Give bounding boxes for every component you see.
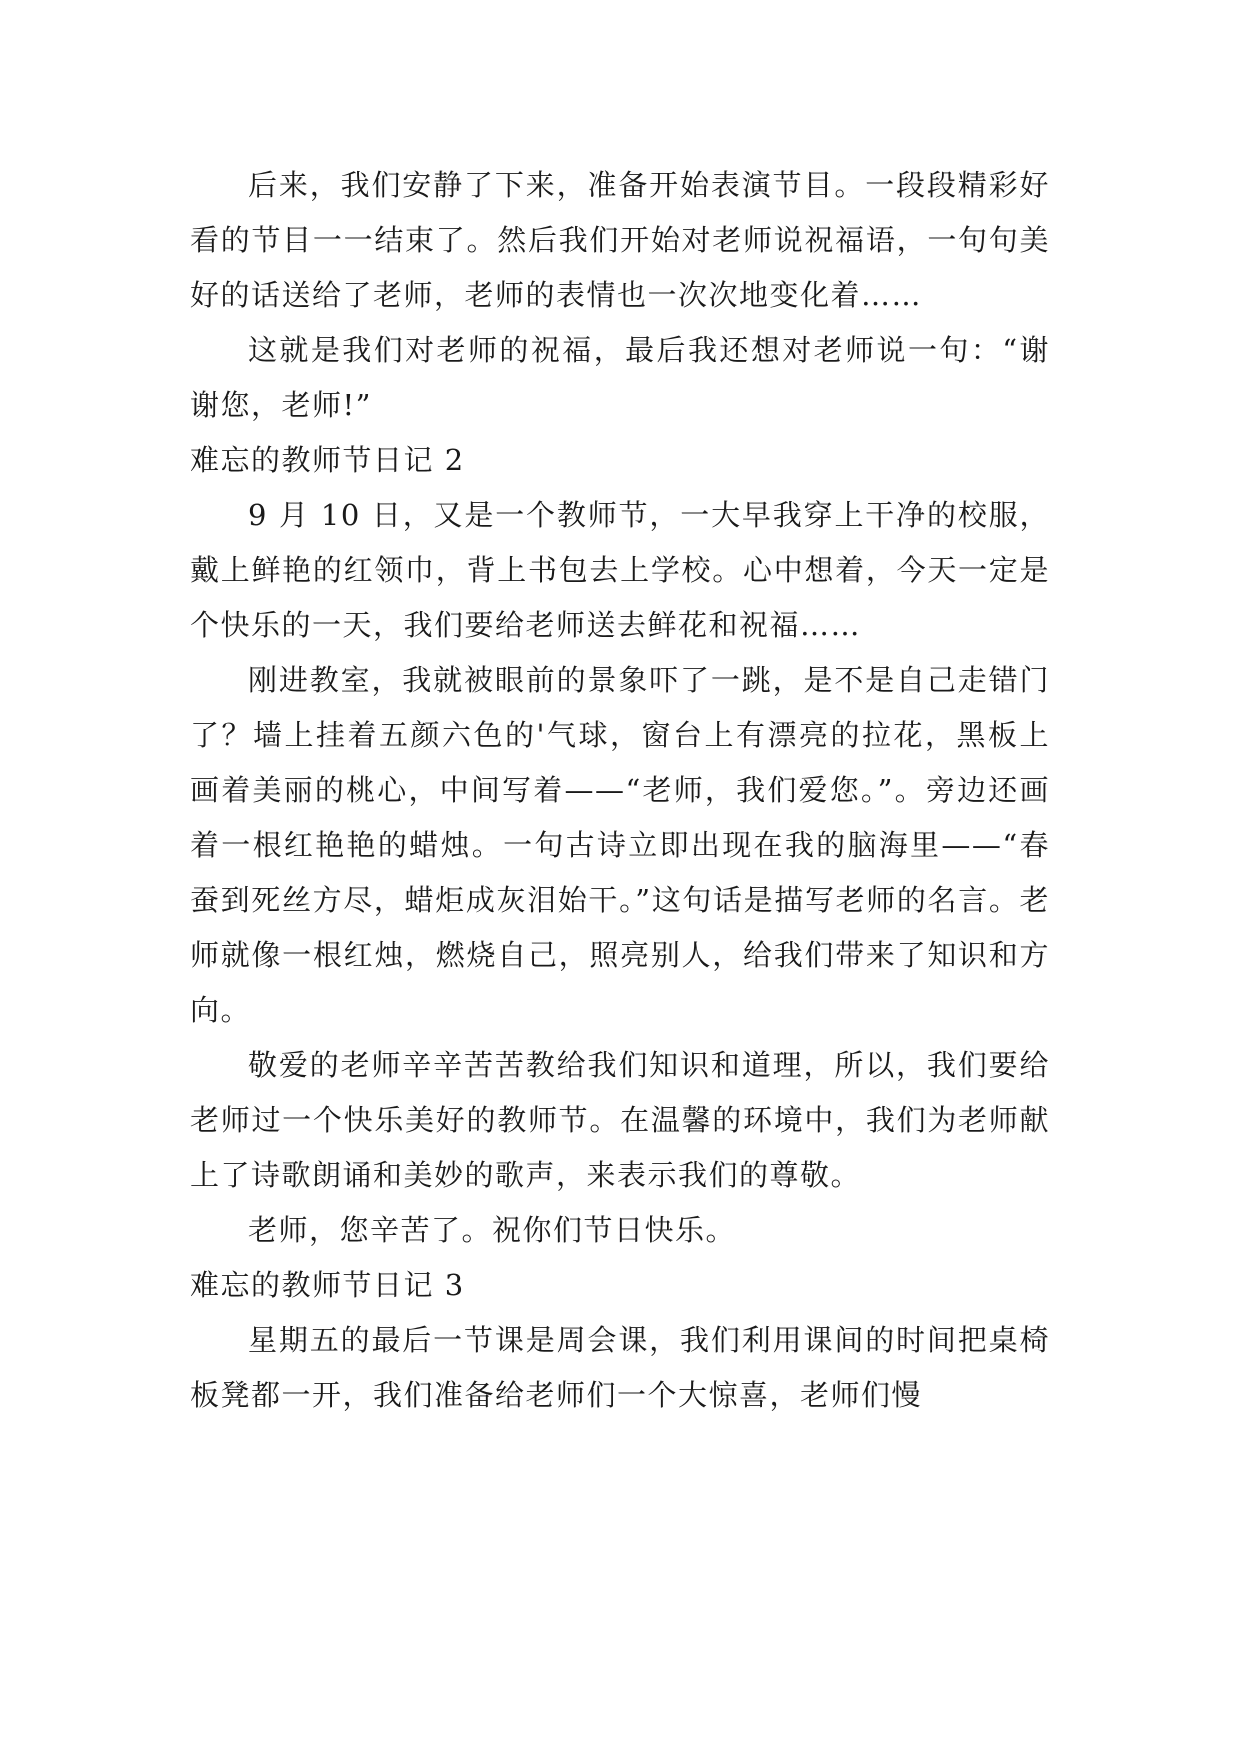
- section-heading: 难忘的教师节日记 2: [190, 443, 465, 477]
- paragraph: 后来，我们安静了下来，准备开始表演节目。一段段精彩好看的节目一一结束了。然后我们开始对老师说祝福语，一句句美好的话送给了老师，老师的表情也一次次地变化着……: [190, 168, 1050, 312]
- document-body: [190, 158, 1050, 1423]
- paragraph: 9 月 10 日，又是一个教师节，一大早我穿上干净的校服，戴上鲜艳的红领巾，背上书包去上学校。心中想着，今天一定是个快乐的一天，我们要给老师送去鲜花和祝福……: [190, 498, 1050, 642]
- paragraph: 老师，您辛苦了。祝你们节日快乐。: [248, 1213, 737, 1247]
- paragraph: 敬爱的老师辛辛苦苦教给我们知识和道理，所以，我们要给老师过一个快乐美好的教师节。在温馨的环境中，我们为老师献上了诗歌朗诵和美妙的歌声，来表示我们的尊敬。: [190, 1048, 1050, 1192]
- paragraph: 刚进教室，我就被眼前的景象吓了一跳，是不是自己走错门了？墙上挂着五颜六色的'气球，窗台上有漂亮的拉花，黑板上画着美丽的桃心，中间写着——“老师，我们爱您。”。旁边还画着一根红艳艳的蜡烛。一句古诗立即出现在我的脑海里——“春蚕到死丝方尽，蜡炬成灰泪始干。”这句话是描写老师的名言。老师就像一根红烛，燃烧自己，照亮别人，给我们带来了知识和方向。: [190, 663, 1050, 1027]
- paragraph: 星期五的最后一节课是周会课，我们利用课间的时间把桌椅板凳都一开，我们准备给老师们一个大惊喜，老师们慢: [190, 1323, 1050, 1412]
- paragraph: 这就是我们对老师的祝福，最后我还想对老师说一句：“谢谢您，老师!”: [190, 333, 1050, 422]
- section-heading: 难忘的教师节日记 3: [190, 1268, 465, 1302]
